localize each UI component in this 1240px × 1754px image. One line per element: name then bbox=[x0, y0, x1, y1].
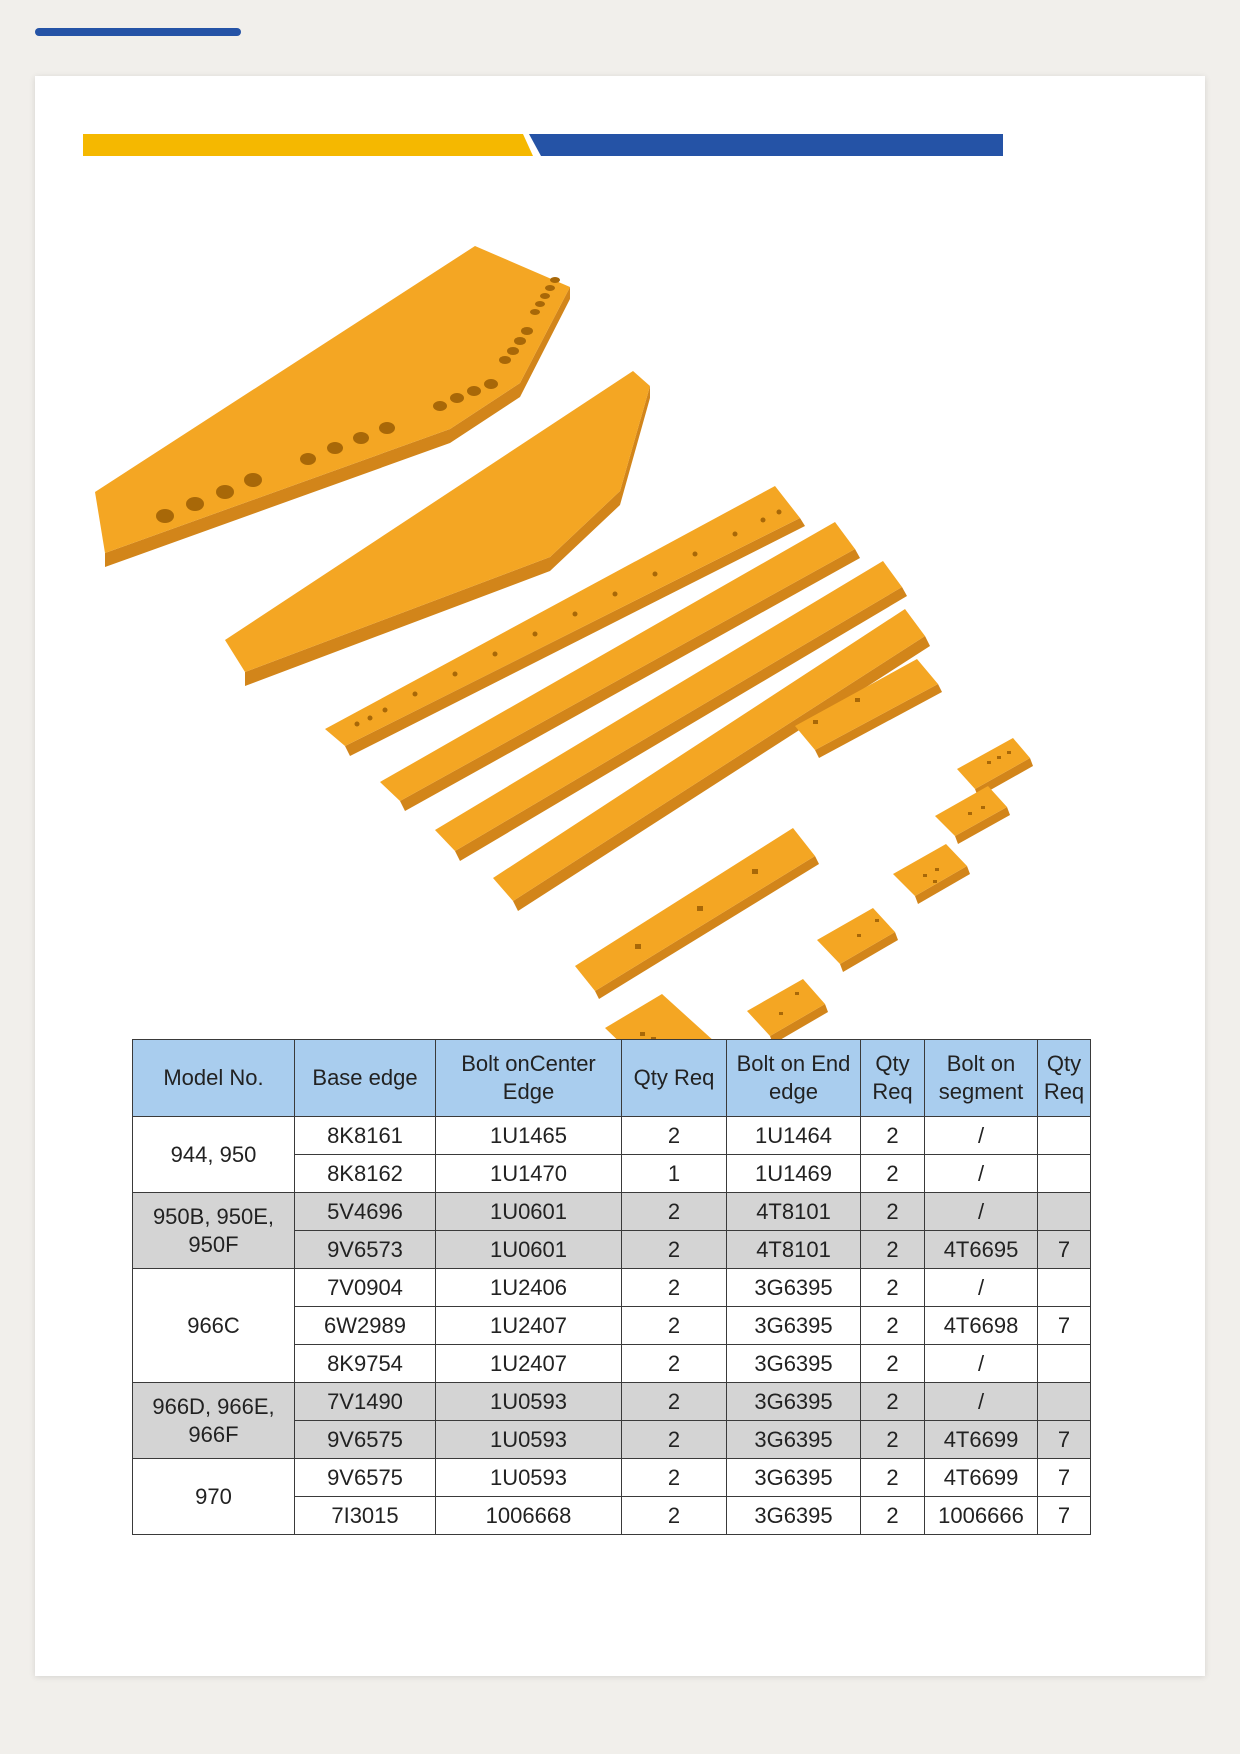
table-row bbox=[133, 1117, 1091, 1155]
table-row bbox=[133, 1193, 1091, 1231]
table-cell bbox=[1038, 1155, 1091, 1193]
table-cell: 6W2989 bbox=[295, 1307, 436, 1345]
table-cell: 7 bbox=[1038, 1421, 1091, 1459]
table-cell bbox=[1038, 1383, 1091, 1421]
table-cell bbox=[1038, 1269, 1091, 1307]
table-cell: 1 bbox=[622, 1155, 727, 1193]
table-cell: 8K9754 bbox=[295, 1345, 436, 1383]
table-cell: 2 bbox=[622, 1459, 727, 1497]
col-header-base-edge: Base edge bbox=[295, 1040, 436, 1117]
table-row bbox=[133, 1459, 1091, 1497]
parts-table bbox=[132, 1039, 1091, 1535]
table-cell: / bbox=[925, 1193, 1038, 1231]
table-cell: / bbox=[925, 1269, 1038, 1307]
table-cell: 2 bbox=[861, 1459, 925, 1497]
table-cell: 7 bbox=[1038, 1307, 1091, 1345]
segment-long-2 bbox=[575, 828, 819, 999]
table-cell: 3G6395 bbox=[727, 1497, 861, 1535]
model-cell: 950B, 950E, 950F bbox=[133, 1193, 295, 1269]
table-cell bbox=[1038, 1117, 1091, 1155]
segment-small-4 bbox=[817, 908, 898, 972]
table-cell: 3G6395 bbox=[727, 1421, 861, 1459]
table-cell: 4T6698 bbox=[925, 1307, 1038, 1345]
model-cell: 966D, 966E, 966F bbox=[133, 1383, 295, 1459]
table-cell: 2 bbox=[861, 1421, 925, 1459]
table-cell: 7 bbox=[1038, 1459, 1091, 1497]
segment-small-3 bbox=[893, 844, 970, 904]
table-cell: 1U1469 bbox=[727, 1155, 861, 1193]
table-cell: 3G6395 bbox=[727, 1345, 861, 1383]
header-accent-blue bbox=[529, 134, 1003, 156]
table-cell: 2 bbox=[622, 1383, 727, 1421]
table-cell: 7V1490 bbox=[295, 1383, 436, 1421]
table-cell: 8K8162 bbox=[295, 1155, 436, 1193]
table-cell: 7 bbox=[1038, 1231, 1091, 1269]
table-cell: 1U2406 bbox=[436, 1269, 622, 1307]
col-header-model: Model No. bbox=[133, 1040, 295, 1117]
col-header-segment: Bolt on segment bbox=[925, 1040, 1038, 1117]
table-cell: 3G6395 bbox=[727, 1307, 861, 1345]
table-cell: 7 bbox=[1038, 1497, 1091, 1535]
table-cell: 1U0593 bbox=[436, 1383, 622, 1421]
table-cell bbox=[1038, 1193, 1091, 1231]
table-cell: 2 bbox=[861, 1345, 925, 1383]
table-cell: 9V6573 bbox=[295, 1231, 436, 1269]
table-cell: 1006668 bbox=[436, 1497, 622, 1535]
table-cell: 1U0593 bbox=[436, 1459, 622, 1497]
segment-small-2 bbox=[935, 786, 1010, 844]
table-cell: 1U1470 bbox=[436, 1155, 622, 1193]
table-cell: 2 bbox=[861, 1117, 925, 1155]
table-cell: 1U0601 bbox=[436, 1231, 622, 1269]
catalog-page bbox=[35, 76, 1205, 1676]
table-cell: 2 bbox=[622, 1497, 727, 1535]
table-cell: 1U1465 bbox=[436, 1117, 622, 1155]
table-cell: 7I3015 bbox=[295, 1497, 436, 1535]
table-cell: 2 bbox=[622, 1231, 727, 1269]
table-row bbox=[133, 1383, 1091, 1421]
table-cell: 2 bbox=[861, 1231, 925, 1269]
model-cell: 970 bbox=[133, 1459, 295, 1535]
table-cell: / bbox=[925, 1155, 1038, 1193]
table-cell: 4T8101 bbox=[727, 1193, 861, 1231]
table-cell: 1U0601 bbox=[436, 1193, 622, 1231]
table-cell: 2 bbox=[861, 1155, 925, 1193]
table-cell: 2 bbox=[622, 1269, 727, 1307]
table-cell: 2 bbox=[622, 1421, 727, 1459]
table-cell: 9V6575 bbox=[295, 1421, 436, 1459]
table-cell: 4T8101 bbox=[727, 1231, 861, 1269]
table-header-row bbox=[133, 1040, 1091, 1117]
table-cell: 1U2407 bbox=[436, 1345, 622, 1383]
col-header-qty-center: Qty Req bbox=[622, 1040, 727, 1117]
segment-small-5 bbox=[747, 979, 828, 1044]
cutting-edge-blades-image bbox=[95, 216, 1155, 1066]
segment-small-1 bbox=[957, 738, 1033, 797]
table-cell: 7V0904 bbox=[295, 1269, 436, 1307]
table-cell: 2 bbox=[861, 1383, 925, 1421]
table-cell: 2 bbox=[622, 1117, 727, 1155]
header-accent-yellow bbox=[83, 134, 533, 156]
col-header-center-edge: Bolt onCenter Edge bbox=[436, 1040, 622, 1117]
col-header-end-edge: Bolt on End edge bbox=[727, 1040, 861, 1117]
col-header-qty-end: Qty Req bbox=[861, 1040, 925, 1117]
table-cell: 1U0593 bbox=[436, 1421, 622, 1459]
table-row bbox=[133, 1269, 1091, 1307]
col-header-qty-segment: Qty Req bbox=[1038, 1040, 1091, 1117]
table-cell: 4T6699 bbox=[925, 1459, 1038, 1497]
table-cell: / bbox=[925, 1383, 1038, 1421]
table-cell: 2 bbox=[861, 1193, 925, 1231]
table-cell: 2 bbox=[622, 1193, 727, 1231]
table-cell: 3G6395 bbox=[727, 1459, 861, 1497]
table-cell: 2 bbox=[861, 1497, 925, 1535]
table-cell: / bbox=[925, 1117, 1038, 1155]
table-cell: 3G6395 bbox=[727, 1383, 861, 1421]
table-cell: 2 bbox=[861, 1269, 925, 1307]
table-cell: 3G6395 bbox=[727, 1269, 861, 1307]
table-cell: 9V6575 bbox=[295, 1459, 436, 1497]
table-cell: 2 bbox=[861, 1307, 925, 1345]
table-cell: 1006666 bbox=[925, 1497, 1038, 1535]
table-cell: 2 bbox=[622, 1345, 727, 1383]
table-cell bbox=[1038, 1345, 1091, 1383]
table-cell: 1U2407 bbox=[436, 1307, 622, 1345]
top-accent-line bbox=[35, 28, 241, 36]
table-cell: 5V4696 bbox=[295, 1193, 436, 1231]
model-cell: 944, 950 bbox=[133, 1117, 295, 1193]
table-cell: / bbox=[925, 1345, 1038, 1383]
table-cell: 4T6699 bbox=[925, 1421, 1038, 1459]
model-cell: 966C bbox=[133, 1269, 295, 1383]
table-cell: 8K8161 bbox=[295, 1117, 436, 1155]
header-accent-bar bbox=[83, 134, 1003, 156]
table-cell: 4T6695 bbox=[925, 1231, 1038, 1269]
table-cell: 1U1464 bbox=[727, 1117, 861, 1155]
table-cell: 2 bbox=[622, 1307, 727, 1345]
